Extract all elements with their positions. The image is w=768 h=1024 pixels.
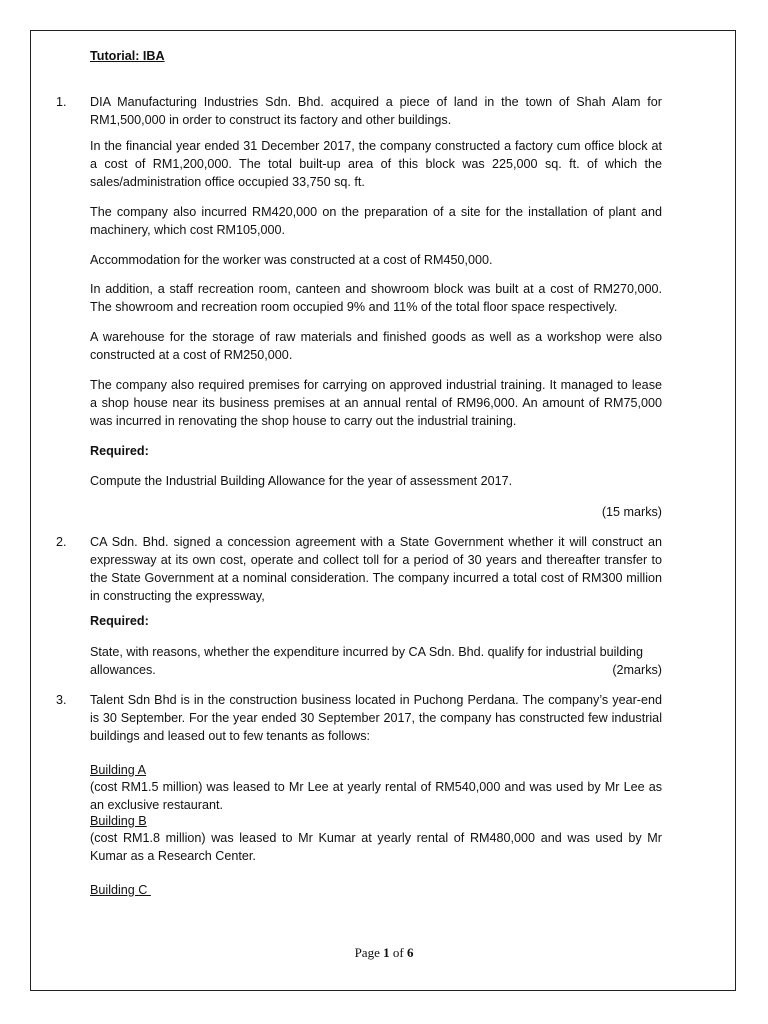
question-1-paragraph-3: The company also incurred RM420,000 on the preparation of a site for the installation of plant and machinery, which cost RM105,000. [90, 205, 662, 237]
footer-page-total: 6 [406, 945, 414, 960]
building-a-text: (cost RM1.5 million) was leased to Mr Lee at yearly rental of RM540,000 and was used by Mr Lee as an exclusive restaurant. [90, 780, 662, 812]
page-footer [0, 944, 768, 962]
question-3-paragraph-1: Talent Sdn Bhd is in the construction business located in Puchong Perdana. The company’s year-end is 30 September. For the year ended 30 September 2017, the company has constructed few industrial buildings and leased out to few tenants as follows: [90, 693, 662, 743]
building-c-heading: Building C [90, 883, 151, 897]
question-1-number: 1. [56, 95, 67, 109]
question-1-paragraph-1: DIA Manufacturing Industries Sdn. Bhd. acquired a piece of land in the town of Shah Alam for RM1,500,000 in order to construct its factory and other buildings. [90, 95, 662, 127]
question-1-paragraph-4: Accommodation for the worker was constructed at a cost of RM450,000. [90, 253, 493, 267]
footer-page-current: 1 [383, 945, 390, 960]
building-b-text: (cost RM1.8 million) was leased to Mr Kumar at yearly rental of RM480,000 and was used by Mr Kumar as a Research Center. [90, 831, 662, 863]
question-1-required-text: Compute the Industrial Building Allowance for the year of assessment 2017. [90, 474, 513, 488]
question-1-paragraph-5: In addition, a staff recreation room, canteen and showroom block was built at a cost of RM270,000. The showroom and recreation room occupied 9% and 11% of the total floor space respectively. [90, 282, 662, 314]
question-3-number: 3. [56, 693, 67, 707]
question-2-number: 2. [56, 535, 67, 549]
footer-of-word: of [392, 945, 404, 960]
question-2-required-text-line-2: allowances. [90, 663, 156, 677]
question-1-required-label: Required: [90, 444, 149, 458]
footer-page-word: Page [354, 945, 380, 960]
question-2-marks: (2marks) [612, 663, 662, 677]
question-1-paragraph-7: The company also required premises for carrying on approved industrial training. It managed to lease a shop house near its business premises at an annual rental of RM96,000. An amount of RM75,000 was incurred in renovating the shop house to carry out the industrial training. [90, 378, 662, 428]
building-a-heading: Building A [90, 763, 147, 777]
document-title: Tutorial: IBA [90, 49, 165, 63]
question-1-marks: (15 marks) [601, 505, 662, 519]
question-1-paragraph-2: In the financial year ended 31 December 2017, the company constructed a factory cum office block at a cost of RM1,200,000. The total built-up area of this block was 225,000 sq. ft. of which the sales/administration office occupied 33,750 sq. ft. [90, 139, 662, 189]
question-1-paragraph-6: A warehouse for the storage of raw materials and finished goods as well as a workshop were also constructed at a cost of RM250,000. [90, 330, 662, 362]
question-2-required-text-line-1: State, with reasons, whether the expenditure incurred by CA Sdn. Bhd. qualify for industrial building [90, 645, 644, 659]
building-b-heading: Building B [90, 814, 147, 828]
question-2-required-label: Required: [90, 614, 149, 628]
question-2-paragraph-1: CA Sdn. Bhd. signed a concession agreement with a State Government whether it will construct an expressway at its own cost, operate and collect toll for a period of 30 years and thereafter transfer to the State Government at a nominal consideration. The company incurred a total cost of RM300 million in constructing the expressway, [90, 535, 662, 603]
